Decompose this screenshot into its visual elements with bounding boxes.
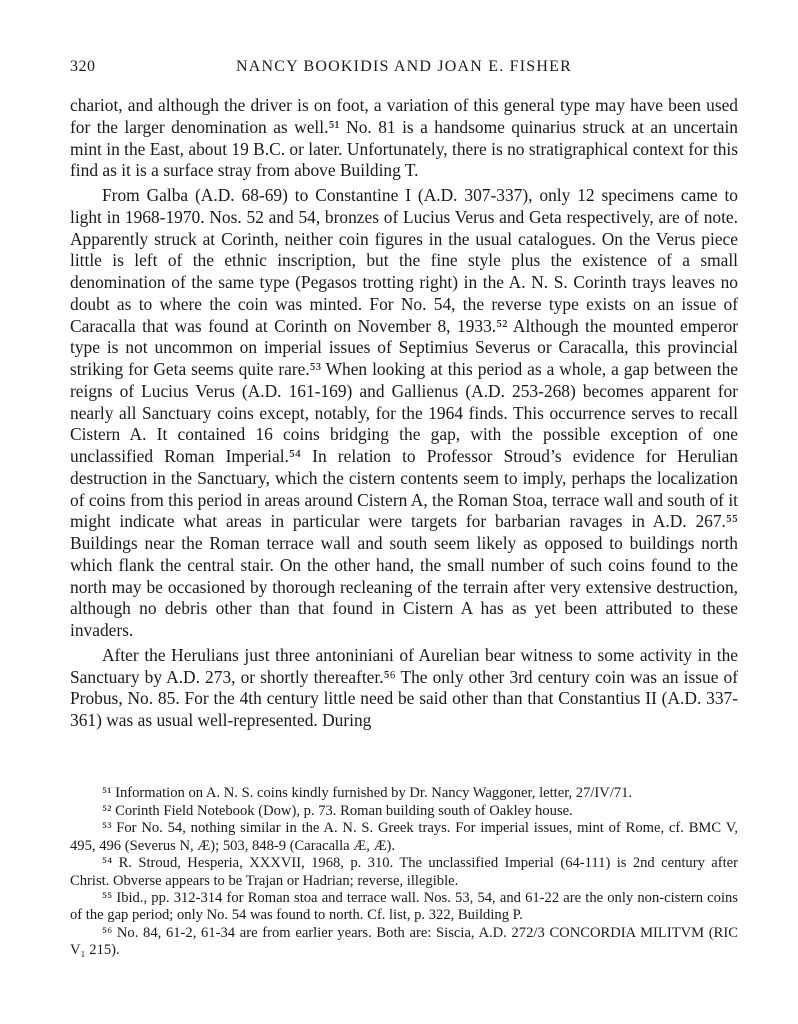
footnote-55: ⁵⁵ Ibid., pp. 312-314 for Roman stoa and terrace wall. Nos. 53, 54, and 61-22 are the only non-cistern coins of the gap period; only No. 54 was found to north. Cf. list, p. 322, Building P. (70, 890, 738, 924)
page-number: 320 (70, 58, 96, 75)
footnotes (70, 785, 738, 960)
body-text (70, 95, 738, 732)
paragraph: From Galba (A.D. 68-69) to Constantine I (A.D. 307-337), only 12 specimens came to light in 1968-1970. Nos. 52 and 54, bronzes of Lucius Verus and Geta respectively, are of note. Apparently struck at Corinth, neither coin figures in the usual catalogues. On the Verus piece little is left of the ethnic inscription, but the fine style plus the existence of a small denomination of the same type (Pegasos trotting right) in the A. N. S. Corinth trays leaves no doubt as to where the coin was minted. For No. 54, the reverse type exists on an issue of Caracalla that was found at Corinth on November 8, 1933.⁵² Although the mounted emperor type is not uncommon on imperial issues of Septimius Severus or Caracalla, this provincial striking for Geta seems quite rare.⁵³ When looking at this period as a whole, a gap between the reigns of Lucius Verus (A.D. 161-169) and Gallienus (A.D. 253-268) becomes apparent for nearly all Sanctuary coins except, notably, for the 1964 finds. This occurrence serves to recall Cistern A. It contained 16 coins bridging the gap, with the possible exception of one unclassified Roman Imperial.⁵⁴ In relation to Professor Stroud’s evidence for Herulian destruction in the Sanctuary, which the cistern contents seem to imply, perhaps the localization of coins from this period in areas around Cistern A, the Roman Stoa, terrace wall and south of it might indicate what areas in particular were targets for barbarian ravages in A.D. 267.⁵⁵ Buildings near the Roman terrace wall and south seem likely as opposed to buildings north which flank the central stair. On the other hand, the small number of such coins found to the north may be occasioned by thorough recleaning of the terrain after very extensive destruction, although no debris other than that found in Cistern A has as yet been attributed to these invaders. (70, 185, 738, 640)
paragraph: chariot, and although the driver is on foot, a variation of this general type may have been used for the larger denomination as well.⁵¹ No. 81 is a handsome quinarius struck at an uncertain mint in the East, about 19 B.C. or later. Unfortunately, there is no stratigraphical context for this find as it is a surface stray from above Building T. (70, 95, 738, 181)
footnote-51: ⁵¹ Information on A. N. S. coins kindly furnished by Dr. Nancy Waggoner, letter, 27/IV/71. (102, 785, 633, 801)
footnote-53: ⁵³ For No. 54, nothing similar in the A. N. S. Greek trays. For imperial issues, mint of Rome, cf. BMC V, 495, 496 (Severus N, Æ); 503, 848-9 (Caracalla Æ, Æ). (70, 820, 738, 854)
footnote-52: ⁵² Corinth Field Notebook (Dow), p. 73. Roman building south of Oakley house. (102, 802, 573, 819)
footnote-54: ⁵⁴ R. Stroud, Hesperia, XXXVII, 1968, p. 310. The unclassified Imperial (64-111) is 2nd century after Christ. Obverse appears to be Trajan or Hadrian; reverse, illegible. (70, 855, 738, 889)
running-title: NANCY BOOKIDIS AND JOAN E. FISHER (236, 58, 572, 75)
page-header (70, 58, 738, 82)
footnote-56: ⁵⁶ No. 84, 61-2, 61-34 are from earlier years. Both are: Siscia, A.D. 272/3 CONCORDIA MILITVM (RIC V₁ 215). (70, 925, 738, 959)
paragraph: After the Herulians just three antoniniani of Aurelian bear witness to some activity in the Sanctuary by A.D. 273, or shortly thereafter.⁵⁶ The only other 3rd century coin was an issue of Probus, No. 85. For the 4th century little need be said other than that Constantius II (A.D. 337-361) was as usual well-represented. During (70, 644, 738, 730)
